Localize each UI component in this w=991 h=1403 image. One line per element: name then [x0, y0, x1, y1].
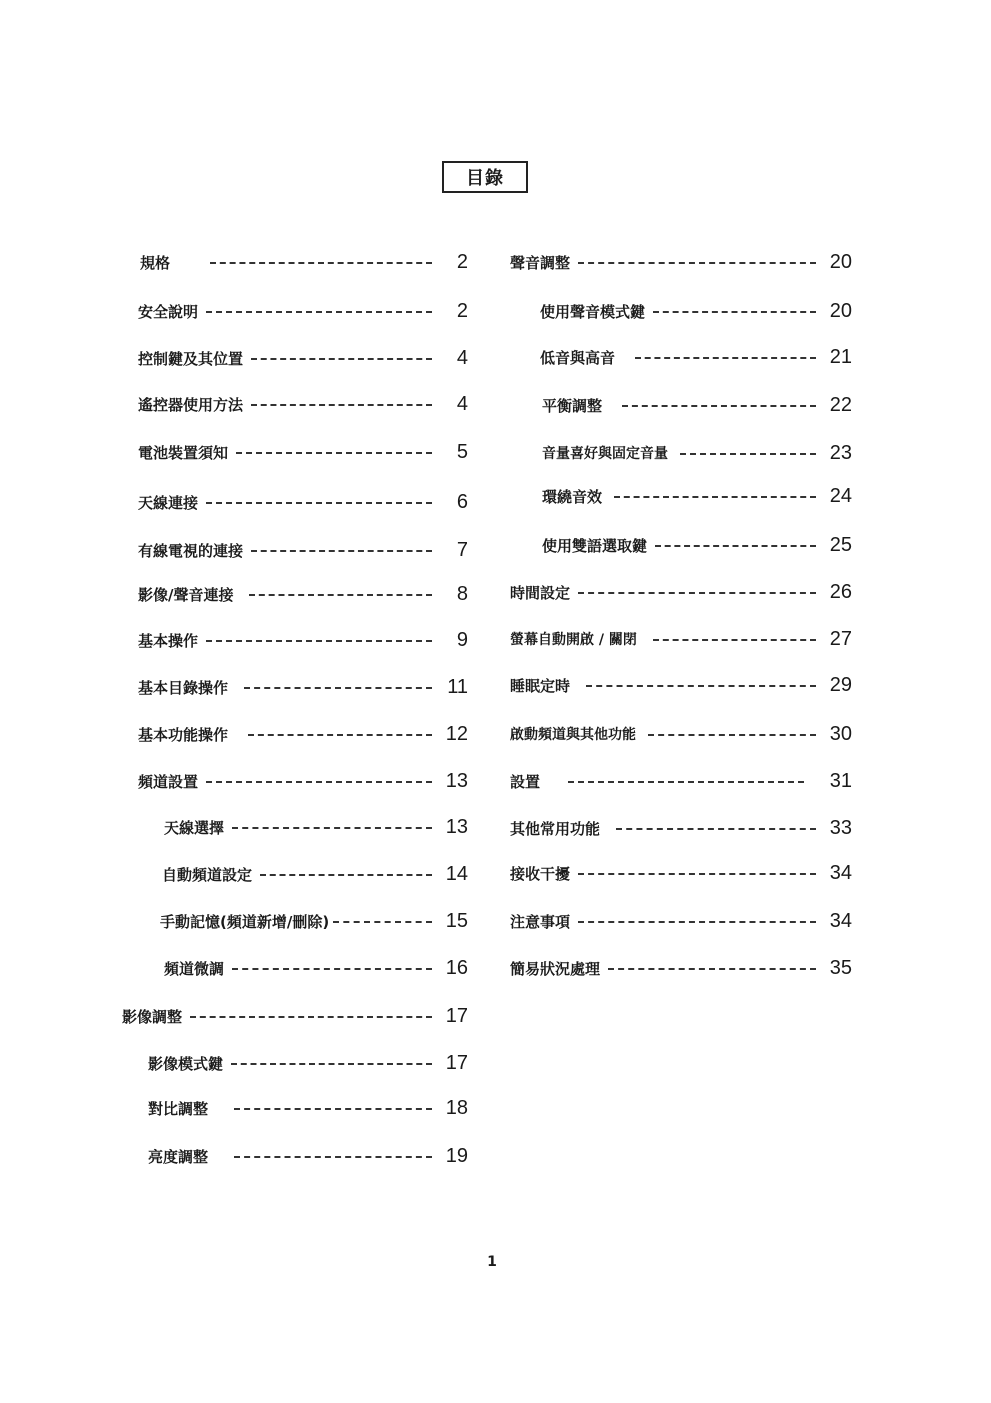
toc-entry-label: 天線連接	[138, 493, 199, 512]
toc-entry-page: 5	[456, 440, 468, 463]
toc-entry-label: 音量喜好與固定音量	[542, 446, 668, 462]
toc-entry[interactable]	[138, 389, 468, 419]
page-number: 1	[487, 1254, 497, 1270]
toc-entry-label: 使用雙語選取鍵	[542, 536, 648, 555]
toc-entry-page: 2	[456, 250, 468, 273]
toc-leader	[578, 873, 816, 875]
toc-entry-page: 22	[829, 393, 852, 416]
toc-entry-page: 30	[829, 722, 852, 745]
toc-leader	[578, 592, 816, 594]
toc-entry[interactable]	[510, 953, 852, 983]
toc-entry-label: 基本功能操作	[138, 725, 229, 744]
toc-entry-page: 25	[829, 533, 852, 556]
toc-entry[interactable]	[138, 625, 468, 655]
toc-entry[interactable]	[162, 859, 468, 889]
toc-entry-page: 4	[456, 392, 468, 415]
toc-entry-page: 2	[456, 299, 468, 322]
toc-entry-page: 6	[456, 490, 468, 513]
toc-leader	[680, 453, 816, 455]
toc-entry[interactable]	[138, 719, 468, 749]
toc-leader	[260, 874, 432, 876]
toc-entry[interactable]	[542, 390, 852, 420]
toc-entry-page: 7	[456, 538, 468, 561]
toc-leader	[234, 1156, 432, 1158]
toc-entry-page: 31	[829, 769, 852, 792]
toc-entry-page: 15	[445, 909, 468, 932]
toc-entry-label: 影像模式鍵	[148, 1054, 224, 1073]
toc-leader	[248, 734, 432, 736]
toc-entry-page: 13	[445, 769, 468, 792]
toc-leader	[234, 1108, 432, 1110]
toc-leader	[578, 921, 816, 923]
toc-entry-page: 34	[829, 861, 852, 884]
toc-entry[interactable]	[542, 481, 852, 511]
toc-entry-label: 時間設定	[510, 583, 571, 602]
toc-leader	[206, 502, 432, 504]
toc-entry-page: 18	[445, 1096, 468, 1119]
toc-entry-label: 有線電視的連接	[138, 541, 244, 560]
toc-entry-page: 17	[445, 1051, 468, 1074]
toc-entry[interactable]	[540, 342, 852, 372]
toc-entry[interactable]	[140, 247, 468, 277]
toc-entry-page: 16	[445, 956, 468, 979]
toc-leader	[333, 921, 432, 923]
toc-leader	[608, 968, 816, 970]
toc-entry[interactable]	[148, 1141, 468, 1171]
toc-entry-label: 影像/聲音連接	[138, 585, 234, 604]
toc-entry[interactable]	[540, 296, 852, 326]
toc-entry-label: 自動頻道設定	[162, 865, 253, 884]
toc-entry[interactable]	[510, 858, 852, 888]
toc-entry-label: 基本目錄操作	[138, 678, 229, 697]
toc-entry-label: 控制鍵及其位置	[138, 349, 244, 368]
toc-entry-page: 23	[829, 441, 852, 464]
toc-entry-page: 14	[445, 862, 468, 885]
toc-entry[interactable]	[542, 438, 852, 468]
toc-entry[interactable]	[138, 766, 468, 796]
toc-title: 目錄	[442, 161, 528, 193]
toc-leader	[616, 828, 816, 830]
toc-leader	[251, 404, 432, 406]
toc-entry-label: 對比調整	[148, 1099, 209, 1118]
toc-entry-label: 頻道微調	[164, 959, 225, 978]
toc-entry-label: 影像調整	[122, 1007, 183, 1026]
toc-entry-label: 平衡調整	[542, 396, 603, 415]
toc-entry[interactable]	[510, 719, 852, 749]
toc-leader	[635, 357, 816, 359]
toc-leader	[206, 640, 432, 642]
toc-entry-page: 34	[829, 909, 852, 932]
toc-entry-label: 基本操作	[138, 631, 199, 650]
toc-entry[interactable]	[510, 906, 852, 936]
toc-entry[interactable]	[510, 766, 852, 796]
toc-leader	[568, 781, 804, 783]
toc-entry-page: 12	[445, 722, 468, 745]
toc-entry-page: 4	[456, 346, 468, 369]
toc-entry-page: 9	[456, 628, 468, 651]
toc-entry-label: 手動記憶(頻道新增/刪除)	[160, 912, 330, 931]
toc-entry-label: 電池裝置須知	[138, 443, 229, 462]
toc-entry-page: 20	[829, 250, 852, 273]
toc-entry-label: 睡眠定時	[510, 676, 571, 695]
toc-entry[interactable]	[138, 343, 468, 373]
toc-entry-page: 19	[445, 1144, 468, 1167]
toc-entry-page: 29	[829, 673, 852, 696]
toc-leader	[210, 262, 432, 264]
toc-entry-page: 33	[829, 816, 852, 839]
toc-entry-label: 聲音調整	[510, 253, 571, 272]
toc-entry-page: 35	[829, 956, 852, 979]
toc-entry-page: 24	[829, 484, 852, 507]
toc-entry-label: 簡易狀況處理	[510, 959, 601, 978]
toc-entry[interactable]	[138, 487, 468, 517]
toc-leader	[653, 639, 816, 641]
toc-entry[interactable]	[164, 812, 468, 842]
toc-leader	[190, 1016, 432, 1018]
toc-entry-label: 環繞音效	[542, 487, 603, 506]
toc-entry-label: 設置	[510, 772, 541, 791]
toc-leader	[232, 827, 432, 829]
toc-entry-page: 26	[829, 580, 852, 603]
toc-entry-label: 頻道設置	[138, 772, 199, 791]
toc-entry[interactable]	[138, 535, 468, 565]
toc-entry[interactable]	[510, 624, 852, 654]
toc-entry[interactable]	[542, 530, 852, 560]
toc-entry-page: 11	[447, 675, 468, 698]
toc-leader	[231, 1063, 432, 1065]
toc-leader	[232, 968, 432, 970]
toc-leader	[622, 405, 816, 407]
toc-entry[interactable]	[138, 672, 468, 702]
toc-entry-page: 20	[829, 299, 852, 322]
toc-entry-page: 27	[829, 627, 852, 650]
toc-entry[interactable]	[510, 813, 852, 843]
toc-entry-label: 規格	[140, 253, 171, 272]
toc-entry-label: 天線選擇	[164, 818, 225, 837]
toc-leader	[206, 781, 432, 783]
toc-entry[interactable]	[510, 577, 852, 607]
toc-entry-page: 13	[445, 815, 468, 838]
toc-leader	[614, 496, 816, 498]
toc-entry-page: 17	[445, 1004, 468, 1027]
toc-leader	[251, 550, 432, 552]
toc-leader	[586, 685, 816, 687]
toc-entry-label: 其他常用功能	[510, 819, 601, 838]
toc-entry[interactable]	[138, 296, 468, 326]
toc-entry-label: 遙控器使用方法	[138, 395, 244, 414]
toc-entry-label: 注意事項	[510, 912, 571, 931]
toc-leader	[648, 734, 816, 736]
toc-leader	[653, 311, 816, 313]
toc-entry-label: 低音與高音	[540, 348, 616, 367]
toc-entry-label: 使用聲音模式鍵	[540, 302, 646, 321]
toc-entry-label: 安全說明	[138, 302, 199, 321]
toc-entry[interactable]	[510, 670, 852, 700]
toc-leader	[249, 594, 432, 596]
toc-entry-label: 亮度調整	[148, 1147, 209, 1166]
toc-entry[interactable]	[122, 1001, 468, 1031]
toc-leader	[578, 262, 816, 264]
toc-leader	[206, 311, 432, 313]
toc-entry-label: 啟動頻道與其他功能	[510, 727, 636, 743]
toc-leader	[251, 358, 432, 360]
toc-leader	[244, 687, 432, 689]
toc-entry[interactable]	[138, 437, 468, 467]
toc-entry-page: 8	[456, 582, 468, 605]
toc-leader	[236, 452, 432, 454]
toc-entry[interactable]	[160, 906, 468, 936]
toc-entry[interactable]	[138, 579, 468, 609]
toc-entry-label: 螢幕自動開啟 / 關閉	[510, 632, 637, 648]
toc-leader	[655, 545, 816, 547]
toc-entry[interactable]	[164, 953, 468, 983]
toc-entry[interactable]	[148, 1048, 468, 1078]
toc-entry-label: 接收干擾	[510, 864, 571, 883]
toc-entry-page: 21	[829, 345, 852, 368]
toc-entry[interactable]	[510, 247, 852, 277]
toc-entry[interactable]	[148, 1093, 468, 1123]
